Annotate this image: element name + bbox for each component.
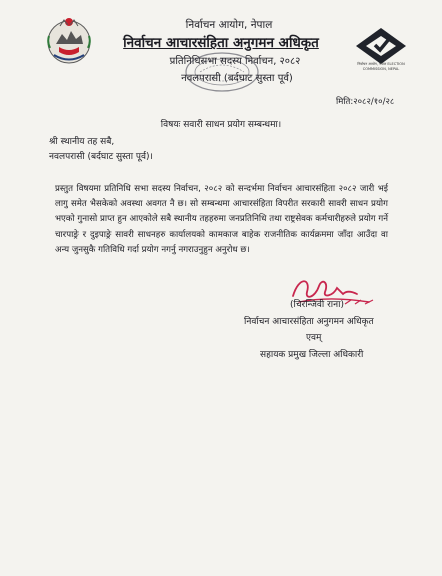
signatory-title: निर्वाचन आचारसंहिता अनुगमन अधिकृत: [244, 317, 374, 327]
signatory-name: (चिरन्जिवी राना): [290, 300, 344, 310]
signatory-conjunction: एवम्: [306, 333, 322, 343]
header-office-text: निर्वाचन आचारसंहिता अनुगमन अधिकृत: [123, 35, 319, 51]
header-location: नवलपरासी (बर्दघाट सुस्ता पूर्व): [181, 73, 293, 84]
letter-subject: विषयः सवारी साधन प्रयोग सम्बन्धमा।: [160, 120, 282, 130]
letter-date: मिति:२०८२/१०/२८: [336, 97, 395, 107]
recipient-line-1: श्री स्थानीय तह सबै,: [49, 137, 115, 147]
signatory-title-2: सहायक प्रमुख जिल्ला अधिकारी: [260, 350, 364, 360]
letter-body: प्रस्तुत विषयमा प्रतिनिधि सभा सदस्य निर्वाचन, २०८२ को सन्दर्भमा निर्वाचन आचारसंहिता २०८२ जारी भई लागु समेत भैसकेको अवस्था अवगत नै छ। सो सम्बन्धमा आचारसंहिता विपरीत सरकारी सावरी साधन प्रयोग भएको गुनासो प्राप्त हुन आएकोले सबै स्थानीय तहहरुमा जनप्रतिनिधि तथा राष्ट्रसेवक कर्मचारीहरुले प्रयोग गर्ने चारपाङ्रे र दुइपाङ्रे सावरी साधनहरु कार्यालयको कामकाज बाहेक राजनीतिक कार्यक्रममा जाँदा आउँदा वा अन्य जुनसुकै गतिविधि गर्दा प्रयोग नगर्नु नगराउनुहुन अनुरोध छ।: [55, 184, 388, 255]
header-commission: निर्वाचन आयोग, नेपाल: [185, 19, 273, 31]
header-office: [0, 33, 442, 51]
logo-caption: निर्वाचन आयोग, नेपाल ELECTION COMMISSION, NEPAL: [357, 62, 405, 71]
header-election: प्रतिनिधिसभा सदस्य निर्वाचन, २०८२: [169, 56, 301, 67]
office-seal-stamp: [182, 50, 262, 94]
recipient-line-2: नवलपरासी (बर्दघाट सुस्ता पूर्व)।: [49, 152, 153, 162]
